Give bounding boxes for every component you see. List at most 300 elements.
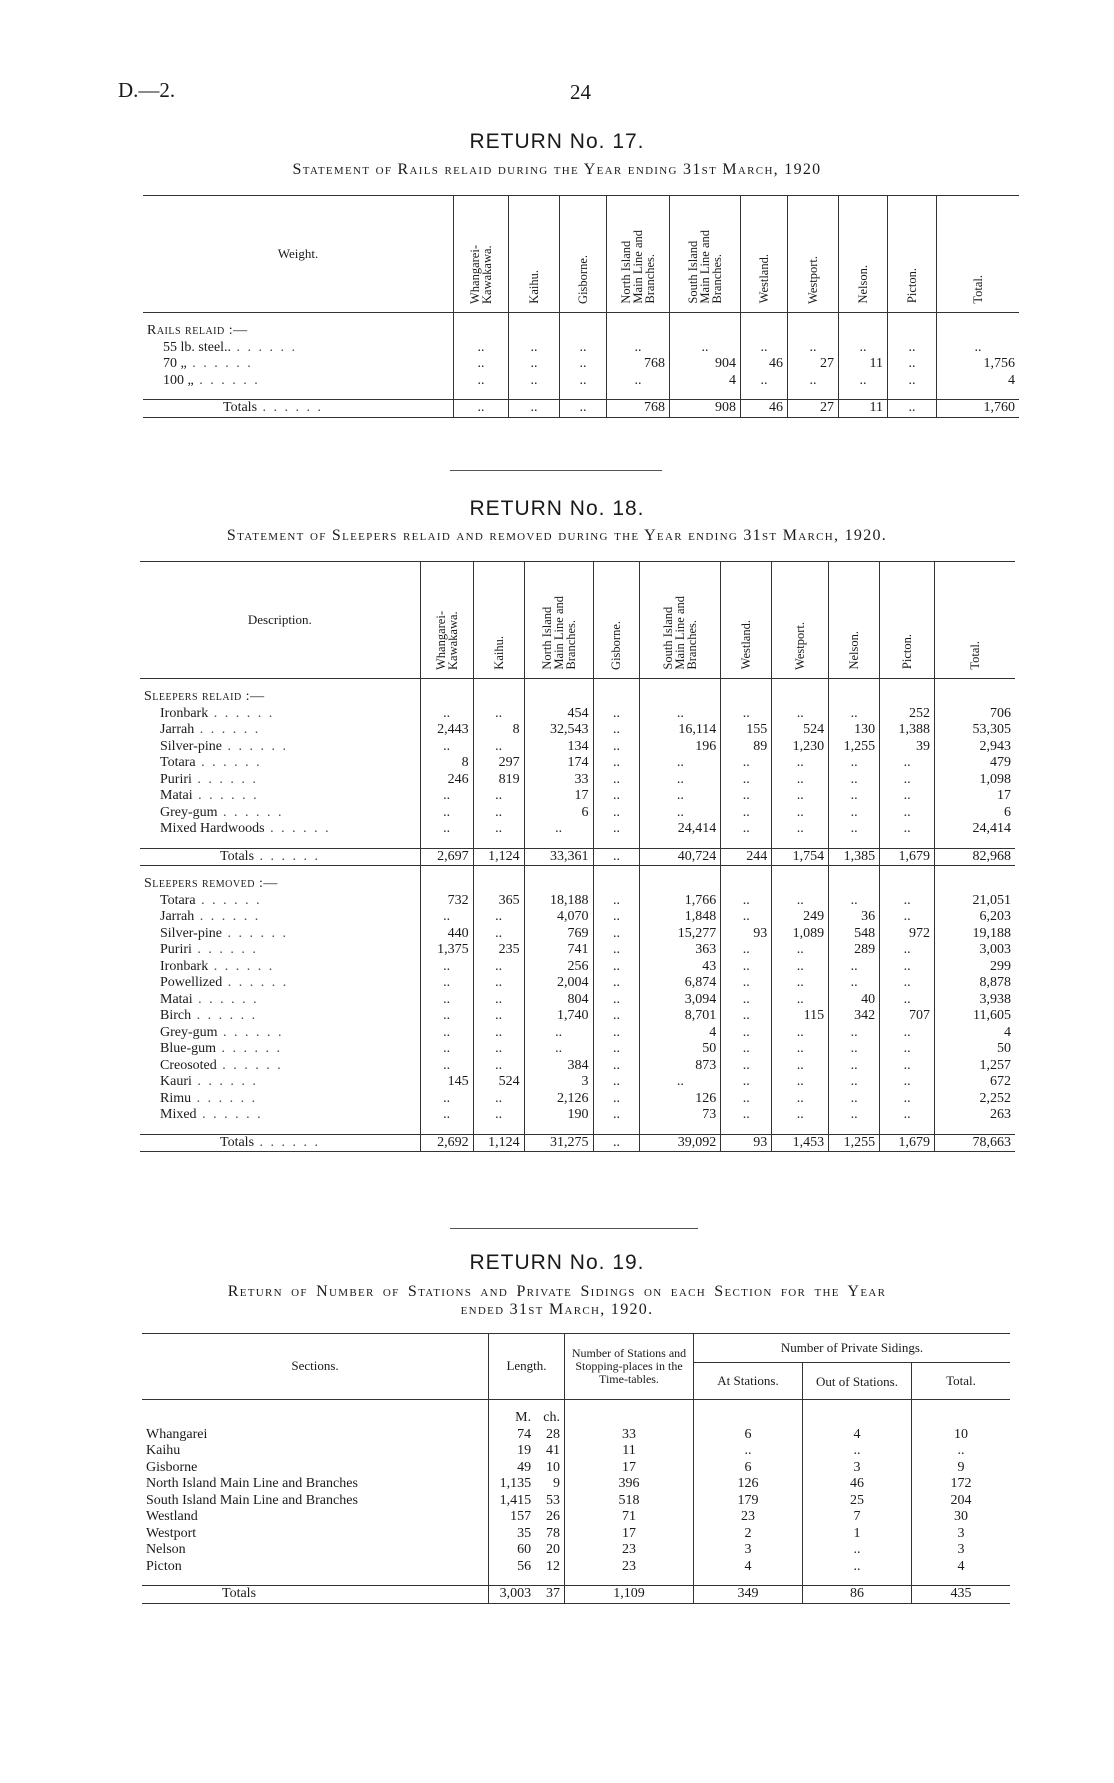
column-header-text: Westport. [793,621,808,670]
cell-westland: 46 [741,356,788,373]
table-row [140,893,1015,910]
cell-gisborne: .. [593,788,640,805]
length-chains: 53 [546,1492,560,1508]
table-row [140,926,1015,943]
cell-nelson: .. [829,1107,880,1124]
cell-total: 19,188 [935,926,1015,943]
column-header-text: Picton. [900,634,915,670]
cell-westport: .. [772,755,829,772]
row-label: Mixed Hardwoods [160,821,265,836]
return-17-subtitle: Statement of Rails relaid during the Year ending 31st March, 1920 [292,161,822,178]
cell-westport: 1,230 [772,739,829,756]
table-row [140,1025,1015,1042]
cell-whangarei-kawakawa: 2,443 [420,722,473,739]
stations-count: 396 [565,1476,694,1493]
sections-header: Sections. [142,1334,489,1400]
stations-header: Number of Stations and Stopping-places in the Time-tables. [565,1334,694,1400]
cell-total: 2,252 [935,1091,1015,1108]
cell-westland: 89 [721,739,772,756]
table-header-row [143,196,1019,313]
cell-westport: .. [788,373,839,390]
cell-whangarei-kawakawa: 1,375 [420,942,473,959]
column-header-north-island-main-line-and-branches [607,196,670,313]
spacer-row [143,313,1019,324]
cell-nelson: .. [829,706,880,723]
spacer-row [142,1575,1010,1586]
cell-picton: 252 [880,706,935,723]
column-header-picton [888,196,937,313]
section-name: Nelson [146,1542,186,1557]
leader-dots: . . . . . . [254,848,321,864]
cell-kaihu: 1,124 [473,1134,524,1152]
cell-total: 3,003 [935,942,1015,959]
table-row [142,1443,1010,1460]
cell-gisborne: .. [560,373,607,390]
cell-south-island-main-line-and-branches: 24,414 [640,821,721,838]
cell-south-island-main-line-and-branches: 196 [640,739,721,756]
leader-dots: . . . . . . [191,942,258,957]
cell-north-island-main-line-and-branches: 31,275 [524,1134,593,1152]
table-row [140,1091,1015,1108]
cell-nelson: .. [829,959,880,976]
table-row [140,706,1015,723]
cell-whangarei-kawakawa: .. [420,788,473,805]
cell-whangarei-kawakawa: .. [420,992,473,1009]
cell-nelson: 40 [829,992,880,1009]
cell-gisborne: .. [593,805,640,822]
leader-dots: . . . . . . [193,372,260,388]
cell-westland: .. [721,821,772,838]
length-chains: 28 [546,1426,560,1442]
cell-whangarei-kawakawa: 246 [420,772,473,789]
row-label: Mixed [160,1107,197,1122]
column-header-nelson [829,562,880,679]
stations-count: 518 [565,1493,694,1510]
cell-south-island-main-line-and-branches: 363 [640,942,721,959]
leader-dots: . . . . . . [186,356,253,371]
leader-dots: . . . . . . [195,892,262,908]
cell-north-island-main-line-and-branches: 134 [524,739,593,756]
cell-south-island-main-line-and-branches: 73 [640,1107,721,1124]
cell-nelson: 36 [829,909,880,926]
cell-gisborne: .. [593,755,640,772]
sidings-total: 30 [912,1509,1011,1526]
cell-total: 1,760 [937,400,1020,418]
cell-north-island-main-line-and-branches: 6 [524,805,593,822]
cell-westland: .. [721,772,772,789]
section-name: Westland [146,1509,198,1524]
totals-row [143,400,1019,418]
table-row [142,1427,1010,1444]
cell-north-island-main-line-and-branches: 33 [524,772,593,789]
cell-westport: .. [772,1074,829,1091]
leader-dots: . . . . . . [191,1008,258,1023]
cell-whangarei-kawakawa: .. [454,400,509,418]
length-miles: 35 [489,1526,536,1543]
totals-label: Totals [220,848,255,864]
cell-kaihu: .. [473,1107,524,1124]
cell-westport: .. [772,1041,829,1058]
cell-total: 479 [935,755,1015,772]
cell-kaihu: .. [473,821,524,838]
length-miles: 60 [489,1542,536,1559]
cell-north-island-main-line-and-branches: 18,188 [524,893,593,910]
cell-westland: .. [721,1058,772,1075]
cell-westland: .. [721,788,772,805]
row-label: 100 „ [163,372,194,388]
cell-south-island-main-line-and-branches: .. [670,340,741,357]
row-label: Blue-gum [160,1041,216,1056]
cell-north-island-main-line-and-branches: 2,004 [524,975,593,992]
sidings-total: 9 [912,1460,1011,1477]
cell-nelson: 11 [839,356,888,373]
cell-kaihu: .. [473,739,524,756]
cell-total: 50 [935,1041,1015,1058]
section-name: Gisborne [146,1459,198,1475]
cell-whangarei-kawakawa: .. [420,1107,473,1124]
row-label: Puriri [160,942,192,957]
cell-kaihu: .. [473,1025,524,1042]
cell-north-island-main-line-and-branches: 804 [524,992,593,1009]
section-label: Sleepers removed :— [144,876,278,891]
cell-gisborne: .. [593,959,640,976]
leader-dots: . . . . . . [192,788,259,803]
column-header-text: Gisborne. [609,620,624,670]
cell-westport: .. [772,772,829,789]
length-chains: 78 [546,1525,560,1541]
cell-westport: 1,089 [772,926,829,943]
column-header-text: Whangarei- Kawakawa. [433,610,460,670]
cell-south-island-main-line-and-branches: 8,701 [640,1008,721,1025]
sidings-out-of-stations: 86 [803,1586,912,1604]
row-label: Kauri [160,1074,192,1089]
cell-picton: .. [880,975,935,992]
cell-westland: 155 [721,722,772,739]
cell-whangarei-kawakawa: .. [420,1058,473,1075]
cell-westland: .. [721,1025,772,1042]
cell-gisborne: .. [593,1058,640,1075]
sidings-out-of-stations: .. [803,1443,912,1460]
leader-dots: . . . . . . [195,755,262,770]
table-row [142,1542,1010,1559]
stations-count: 23 [565,1542,694,1559]
cell-kaihu: .. [509,373,560,390]
column-header-westport [772,562,829,679]
cell-total: 6 [935,805,1015,822]
cell-south-island-main-line-and-branches: .. [640,772,721,789]
sidings-total: 172 [912,1476,1011,1493]
cell-whangarei-kawakawa: .. [420,1041,473,1058]
column-header-gisborne [560,196,607,313]
section-label-row [140,876,1015,893]
cell-picton: .. [880,1107,935,1124]
private-sidings-header: Number of Private Sidings. [694,1334,1011,1363]
cell-north-island-main-line-and-branches: 2,126 [524,1091,593,1108]
cell-gisborne: .. [593,1041,640,1058]
length-chains: 41 [546,1443,560,1458]
table-row [140,755,1015,772]
cell-westport: 249 [772,909,829,926]
cell-south-island-main-line-and-branches: .. [640,788,721,805]
column-header-text: Picton. [905,268,919,304]
chains-unit: ch. [543,1410,560,1425]
spacer-row [143,389,1019,400]
length-miles: 74 [489,1427,536,1444]
cell-kaihu: 1,124 [473,848,524,866]
section-name: North Island Main Line and Branches [146,1476,358,1491]
table-row [140,1058,1015,1075]
row-label: Ironbark [160,705,209,721]
table-row [140,1074,1015,1091]
leader-dots: . . . . . . [194,909,261,924]
table-row [140,959,1015,976]
cell-gisborne: .. [593,1008,640,1025]
table-row [140,1008,1015,1025]
totals-label: Totals [223,400,258,415]
cell-gisborne: .. [593,909,640,926]
sidings-at-stations: 349 [694,1586,803,1604]
cell-kaihu: 819 [473,772,524,789]
length-miles: 19 [489,1443,536,1460]
cell-whangarei-kawakawa: .. [420,821,473,838]
stations-count: 11 [565,1443,694,1460]
sidings-total: .. [912,1443,1011,1460]
return-19-title: RETURN No. 19. [469,1251,645,1274]
leader-dots: . . . . . . [221,925,288,941]
section-name: Picton [146,1558,182,1574]
cell-north-island-main-line-and-branches: 3 [524,1074,593,1091]
cell-whangarei-kawakawa: .. [420,805,473,822]
sidings-out-of-stations: 46 [803,1476,912,1493]
spacer-row [140,1124,1015,1135]
cell-westport: .. [772,992,829,1009]
cell-total: 299 [935,959,1015,976]
section-divider [450,470,662,471]
cell-nelson: .. [839,373,888,390]
cell-south-island-main-line-and-branches: 4 [640,1025,721,1042]
cell-picton: .. [880,1025,935,1042]
cell-picton: 1,679 [880,848,935,866]
cell-picton: .. [880,772,935,789]
cell-kaihu: 235 [473,942,524,959]
cell-nelson: 342 [829,1008,880,1025]
cell-north-island-main-line-and-branches: .. [607,373,670,390]
cell-north-island-main-line-and-branches: .. [524,1025,593,1042]
cell-whangarei-kawakawa: .. [420,959,473,976]
row-label: Jarrah [160,722,195,737]
length-header: Length. [489,1334,565,1400]
cell-kaihu: .. [473,805,524,822]
cell-kaihu: .. [473,975,524,992]
cell-nelson: .. [829,893,880,910]
sidings-at-stations: .. [694,1443,803,1460]
cell-kaihu: .. [509,400,560,418]
row-label: Totara [160,755,196,770]
cell-westport: 27 [788,356,839,373]
cell-north-island-main-line-and-branches: 256 [524,959,593,976]
cell-gisborne: .. [593,1074,640,1091]
cell-picton: .. [880,959,935,976]
cell-total: 53,305 [935,722,1015,739]
sidings-total: 204 [912,1493,1011,1510]
cell-whangarei-kawakawa: .. [420,706,473,723]
cell-picton: .. [880,942,935,959]
cell-south-island-main-line-and-branches: 126 [640,1091,721,1108]
cell-westland: .. [721,942,772,959]
cell-westport: 1,754 [772,848,829,866]
sidings-total: 435 [912,1586,1011,1604]
sidings-total: 4 [912,1559,1011,1576]
cell-south-island-main-line-and-branches: 1,848 [640,909,721,926]
document-id: D.—2. [118,78,176,102]
cell-westport: .. [772,1107,829,1124]
cell-westport: .. [772,805,829,822]
cell-westport: 27 [788,400,839,418]
column-header-westland [721,562,772,679]
column-header-total [937,196,1020,313]
table-row [143,340,1019,357]
table-row [140,942,1015,959]
column-header-westport [788,196,839,313]
cell-nelson: .. [829,1058,880,1075]
column-header-westland [741,196,788,313]
cell-whangarei-kawakawa: .. [420,975,473,992]
cell-westland: .. [721,1008,772,1025]
column-header-text: Nelson. [847,630,862,670]
leader-dots: . . . . . . [221,738,288,754]
cell-picton: .. [880,1091,935,1108]
cell-nelson: 548 [829,926,880,943]
leader-dots: . . . . . . [191,771,258,787]
cell-westport: .. [772,821,829,838]
column-header-gisborne [593,562,640,679]
column-header-text: Westland. [739,620,754,670]
cell-westland: 93 [721,1134,772,1152]
length-miles: 1,135 [489,1476,536,1493]
column-header-text: Westland. [757,254,771,304]
column-header-text: Nelson. [856,264,870,304]
row-label: Birch [160,1008,192,1023]
cell-north-island-main-line-and-branches: 4,070 [524,909,593,926]
sidings-at-stations: 23 [694,1509,803,1526]
cell-south-island-main-line-and-branches: .. [640,755,721,772]
cell-north-island-main-line-and-branches: 17 [524,788,593,805]
cell-total: 78,663 [935,1134,1015,1152]
cell-total: 1,257 [935,1058,1015,1075]
cell-gisborne: .. [593,942,640,959]
description-header: Description. [247,611,312,627]
cell-gisborne: .. [560,356,607,373]
sidings-at-stations: 3 [694,1542,803,1559]
cell-westport: .. [772,942,829,959]
column-header-kaihu [509,196,560,313]
spacer-row [140,838,1015,849]
cell-nelson: 1,255 [829,739,880,756]
cell-whangarei-kawakawa: .. [454,356,509,373]
cell-nelson: .. [829,1074,880,1091]
column-header-text: North Island Main Line and Branches. [619,229,657,304]
cell-picton: 39 [880,739,935,756]
cell-gisborne: .. [560,400,607,418]
cell-north-island-main-line-and-branches: 32,543 [524,722,593,739]
cell-kaihu: .. [473,1008,524,1025]
cell-whangarei-kawakawa: .. [420,1091,473,1108]
cell-south-island-main-line-and-branches: .. [640,706,721,723]
cell-south-island-main-line-and-branches: 873 [640,1058,721,1075]
cell-westland: .. [741,340,788,357]
cell-picton: .. [888,340,937,357]
stations-count: 33 [565,1427,694,1444]
cell-westport: .. [772,1058,829,1075]
cell-picton: .. [880,1041,935,1058]
cell-south-island-main-line-and-branches: 1,766 [640,893,721,910]
cell-kaihu: .. [473,1041,524,1058]
section-label-row [140,689,1015,706]
cell-westport: .. [772,1025,829,1042]
total-header: Total. [912,1363,1011,1400]
cell-kaihu: .. [473,1058,524,1075]
cell-picton: .. [880,909,935,926]
length-miles: 3,003 [489,1586,536,1604]
cell-gisborne: .. [593,926,640,943]
section-name: Whangarei [146,1426,208,1442]
cell-westland: .. [721,975,772,992]
stations-sidings-table [142,1333,1010,1604]
stations-count: 1,109 [565,1586,694,1604]
table-row [140,805,1015,822]
return-17-title: RETURN No. 17. [469,130,645,153]
length-chains: 20 [546,1542,560,1557]
column-header-whangarei-kawakawa [420,562,473,679]
cell-westport: .. [772,893,829,910]
cell-westport: .. [788,340,839,357]
row-label: Grey-gum [160,1024,218,1040]
cell-whangarei-kawakawa: 732 [420,893,473,910]
cell-whangarei-kawakawa: .. [420,909,473,926]
table-header-row [142,1334,1010,1363]
row-label: Grey-gum [160,804,218,820]
cell-gisborne: .. [593,1091,640,1108]
column-header-whangarei-kawakawa [454,196,509,313]
cell-westland: .. [721,1041,772,1058]
leader-dots: . . . . . . [194,722,261,737]
cell-north-island-main-line-and-branches: 384 [524,1058,593,1075]
cell-nelson: .. [829,755,880,772]
totals-row [140,848,1015,866]
totals-row [142,1586,1010,1604]
length-chains: 26 [546,1509,560,1524]
table-row [142,1493,1010,1510]
cell-picton: 1,679 [880,1134,935,1152]
sidings-total: 3 [912,1526,1011,1543]
cell-kaihu: .. [473,959,524,976]
row-label: Creosoted [160,1057,217,1073]
length-chains: 10 [546,1459,560,1475]
cell-picton: .. [888,356,937,373]
cell-picton: .. [880,821,935,838]
cell-south-island-main-line-and-branches: 6,874 [640,975,721,992]
cell-kaihu: .. [473,788,524,805]
cell-kaihu: 365 [473,893,524,910]
at-stations-header: At Stations. [694,1363,803,1400]
cell-total: 672 [935,1074,1015,1091]
cell-westport: .. [772,975,829,992]
cell-gisborne: .. [593,706,640,723]
cell-picton: .. [880,788,935,805]
table-header-row [140,562,1015,679]
cell-whangarei-kawakawa: 145 [420,1074,473,1091]
column-header-picton [880,562,935,679]
